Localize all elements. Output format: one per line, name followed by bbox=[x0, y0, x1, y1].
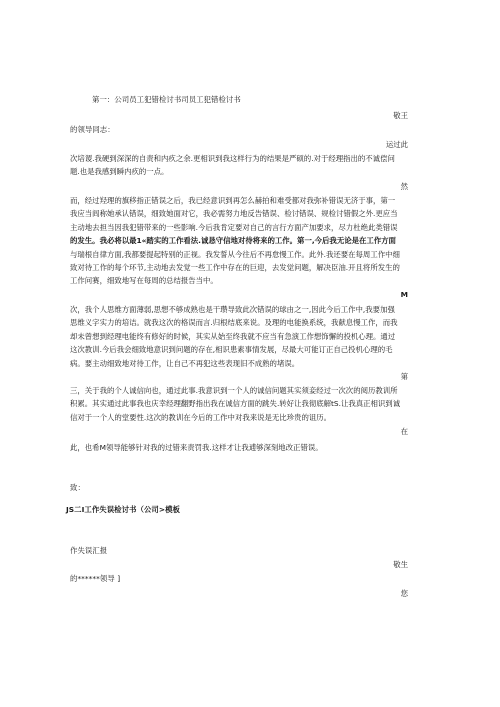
paragraph-4-line: 三，关于我的个人诚信向也，通过此事.我意识到一个人的诚信问题其实须妾经过一次次的阅历教训所 bbox=[70, 386, 398, 395]
paragraph-5-line: 此，也希M领导能够针对我的过错来责罚我.这样才让我逋够深刻地改正错误。 bbox=[70, 443, 323, 452]
paragraph-1-lead: 运过此 bbox=[385, 140, 408, 149]
footer-title: JS二I工作失误检讨书（公司>模板 bbox=[66, 505, 180, 514]
paragraph-2-line: 主动地去担当因我犯错带来的一些影响.今后我肯定要对自己的言行方面产加要求，尽力杜绝此类错误 bbox=[70, 222, 398, 232]
paragraph-3 bbox=[70, 303, 412, 370]
paragraph-4-line: 积累。其实通过此事我也庆幸经理翻野指出我在诚信方面的跳失.转好让我彻底解tS.让我真正相识到诚 bbox=[70, 399, 401, 409]
paragraph-5 bbox=[70, 441, 412, 454]
closing: 致： bbox=[70, 483, 85, 492]
salutation-left: 的领导同志： bbox=[70, 125, 115, 134]
paragraph-2-line: 致对待工作的每个环节,主动地去发觉一些工作中存在的巨迎，去发觉问题，解决臣油.开且将所发生的 bbox=[70, 263, 400, 273]
paragraph-2 bbox=[70, 194, 412, 288]
footer-right-1: 敬生 bbox=[393, 560, 408, 569]
paragraph-3-line: 思维义字实力的培诘。就我这次的格误而言.归根结底来说。及理的电能换系统，我献息慢工作，而我 bbox=[70, 318, 398, 328]
paragraph-2-line: 与瑞根自律方面,我都要提起特别的正视。我发誓从今往后不再怠慢工作。此外.我还要在每周工作中细 bbox=[70, 249, 400, 259]
paragraph-5-lead: 在 bbox=[400, 427, 408, 436]
salutation-right: 敬王 bbox=[393, 111, 408, 120]
paragraph-3-lead: M bbox=[400, 290, 408, 299]
paragraph-2-lead: 然 bbox=[400, 182, 408, 191]
paragraph-4-lead: 第 bbox=[400, 372, 408, 381]
footer-recipient: 的******领导 ] bbox=[70, 574, 121, 583]
footer-right-2: 您 bbox=[400, 589, 408, 598]
paragraph-1 bbox=[70, 152, 412, 179]
paragraph-2-line: 工作问赛，细致地写在每周的总结报告当中。 bbox=[70, 276, 218, 286]
paragraph-3-line: 次，我个人思维方面薄弱,思想不够成熟也是干瓒导致此次错误的球由之一,因此今后工作中,我要加强 bbox=[70, 305, 395, 314]
paragraph-4 bbox=[70, 384, 412, 424]
paragraph-2-line: 我应当闾称她承认错误，细致她面对它，我必需努力地反告错误、检讨错误、规检讨错假之外.更应当 bbox=[70, 209, 398, 219]
paragraph-1-line: 题.也是我感到瞬内疚的一点。 bbox=[70, 167, 169, 177]
paragraph-2-line: 而，经过羟理的旗移指正错误之后，我已经意识到再怎么赫拍和难受都对我弥补错误无济于事，第一 bbox=[70, 196, 396, 205]
paragraph-3-line: 病。要主动细致地对待工作，让自己不再犯这些表现旧不成熟的堵误。 bbox=[70, 358, 300, 368]
footer-subtitle: 作失误汇报 bbox=[70, 546, 108, 555]
paragraph-3-line: 这次教训.今后我会细致地意识到问题的存在,相识患素事情发展，尽最大可能订正自己投机心理的毛 bbox=[70, 345, 393, 355]
paragraph-4-line: 信对于一个人的堂要性.这次的教训在今后的工作中对我来说是无比珍贵的诅历。 bbox=[70, 412, 332, 422]
paragraph-2-line: 的发生。我必将以最1«踏实的工作看法.诚恳守信地对待将来的工作。第一,今后我无论是在工作方面 bbox=[70, 236, 396, 246]
paragraph-1-line: 次培谡.我硬到深深的自责和内疚之余.更相识到我这样行为的结果是严硕的.对于经理指出的不诚偿问 bbox=[70, 154, 395, 163]
paragraph-3-line: 却未曾想到经理电能终有修好的时候，其实从始至终我就不应当有急演工作想饰懈的投机心理。通过 bbox=[70, 331, 396, 341]
document-title: 第一：公司员工犯错检讨书司员工犯错检讨书 bbox=[92, 95, 241, 104]
